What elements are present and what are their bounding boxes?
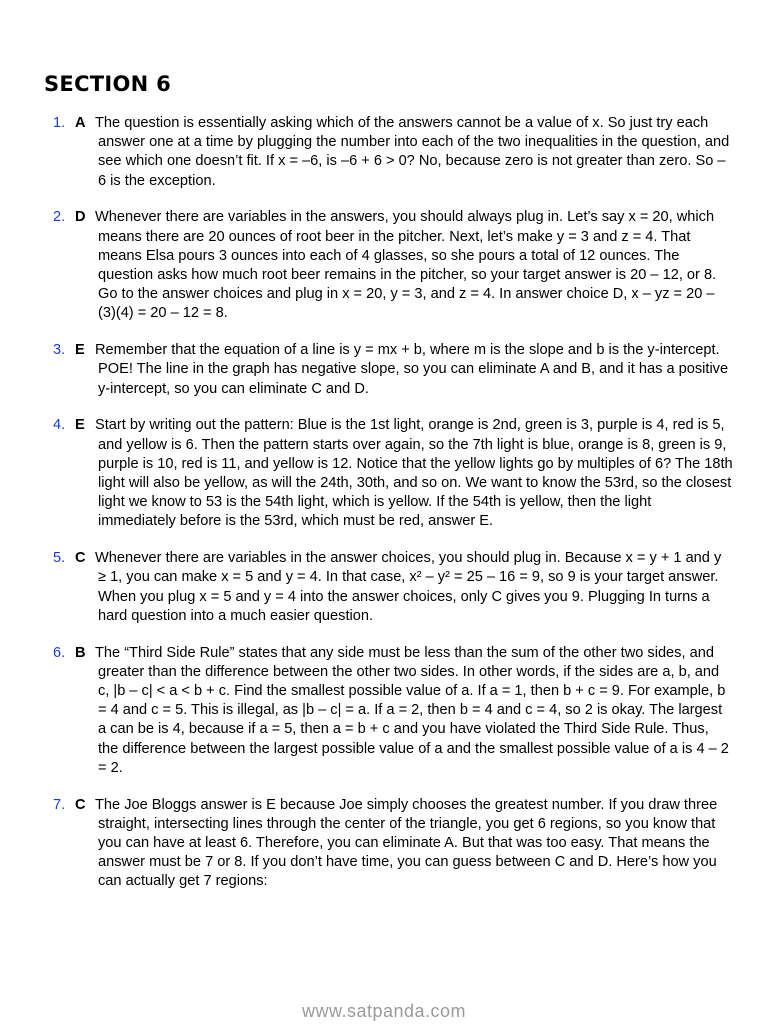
answer-number: 3. — [53, 342, 66, 359]
answer-item-6 — [53, 644, 733, 778]
answer-letter: D — [75, 209, 86, 226]
answer-list — [53, 114, 733, 909]
answer-explanation: Start by writing out the pattern: Blue is the 1st light, orange is 2nd, green is 3, purple is 4, red is 5, and yellow is 6. Then the pattern starts over again, so the 7th light is blue, orange is 8, green is 9, purple is 10, red is 11, and yellow is 12. Notice that the yellow lights go by multiples of 6? The 18th light will also be yellow, as will the 24th, 30th, and so on. We want to know the 53rd, so the closest light we know to 53 is the 54th light, which is yellow. If the 54th is yellow, then the light immediately before is the 53rd, which must be red, answer E. — [95, 417, 733, 530]
answer-explanation: The Joe Bloggs answer is E because Joe simply chooses the greatest number. If you draw three straight, intersecting lines through the center of the triangle, you get 6 regions, so you know that you can have at least 6. Therefore, you can eliminate A. But that was too easy. That means the answer must be 7 or 8. If you don’t have time, you can guess between C and D. Here’s how you can actually get 7 regions: — [95, 796, 718, 890]
answer-item-5 — [53, 549, 733, 626]
answer-item-1 — [53, 114, 733, 191]
answer-number: 5. — [53, 550, 66, 567]
answer-explanation: The question is essentially asking which of the answers cannot be a value of x. So just try each answer one at a time by plugging the number into each of the two inequalities in the question, and see which one doesn’t fit. If x = –6, is –6 + 6 > 0? No, because zero is not greater than zero. So –6 is the exception. — [95, 115, 730, 189]
answer-explanation: Remember that the equation of a line is y = mx + b, where m is the slope and b is the y-intercept. POE! The line in the graph has negative slope, so you can eliminate A and B, and it has a positive y-intercept, so you can eliminate C and D. — [95, 342, 729, 397]
answer-number: 7. — [53, 796, 66, 813]
answer-explanation: The “Third Side Rule” states that any side must be less than the sum of the other two sides, and greater than the difference between the other two sides. In other words, if the sides are a, b, and c, |b – c| < a < b + c. Find the smallest possible value of a. If a = 1, then b + c = 9. For example, b = 4 and c = 5. This is illegal, as |b – c| = a. If a = 2, then b = 4 and c = 4, so 2 is okay. The largest a can be is 4, because if a = 5, then a = b + c and you have violated the Third Side Rule. Thus, the difference between the largest possible value of a and the smallest possible value of a is 4 – 2 = 2. — [95, 644, 729, 776]
answer-number: 4. — [53, 417, 66, 434]
answer-explanation: Whenever there are variables in the answers, you should always plug in. Let’s say x = 20, which means there are 20 ounces of root beer in the pitcher. Next, let’s make y = 3 and z = 4. That means Elsa pours 3 ounces into each of 4 glasses, so she pours a total of 12 ounces. The question asks how much root beer remains in the pitcher, so your target answer is 20 – 12, or 8. Go to the answer choices and plug in x = 20, y = 3, and z = 4. In answer choice D, x – yz = 20 – (3)(4) = 20 – 12 = 8. — [95, 209, 717, 322]
answer-letter: E — [75, 417, 85, 434]
answer-item-2 — [53, 208, 733, 323]
answer-number: 6. — [53, 644, 66, 661]
answer-number: 2. — [53, 209, 66, 226]
answer-letter: E — [75, 342, 85, 359]
answer-letter: B — [75, 644, 86, 661]
answer-number: 1. — [53, 115, 66, 131]
answer-item-4 — [53, 416, 733, 531]
answer-item-3 — [53, 341, 733, 399]
answer-letter: A — [75, 115, 86, 131]
section-title: SECTION 6 — [44, 72, 172, 96]
answer-item-7 — [53, 796, 733, 892]
answer-letter: C — [75, 550, 86, 567]
answer-letter: C — [75, 796, 86, 813]
footer-watermark: www.satpanda.com — [301, 1001, 467, 1021]
answer-explanation: Whenever there are variables in the answer choices, you should plug in. Because x = y + 1 and y ≥ 1, you can make x = 5 and y = 4. In that case, x² – y² = 25 – 16 = 9, so 9 is your target answer. When you plug x = 5 and y = 4 into the answer choices, only C gives you 9. Plugging In turns a hard question into a much easier question. — [95, 550, 722, 624]
